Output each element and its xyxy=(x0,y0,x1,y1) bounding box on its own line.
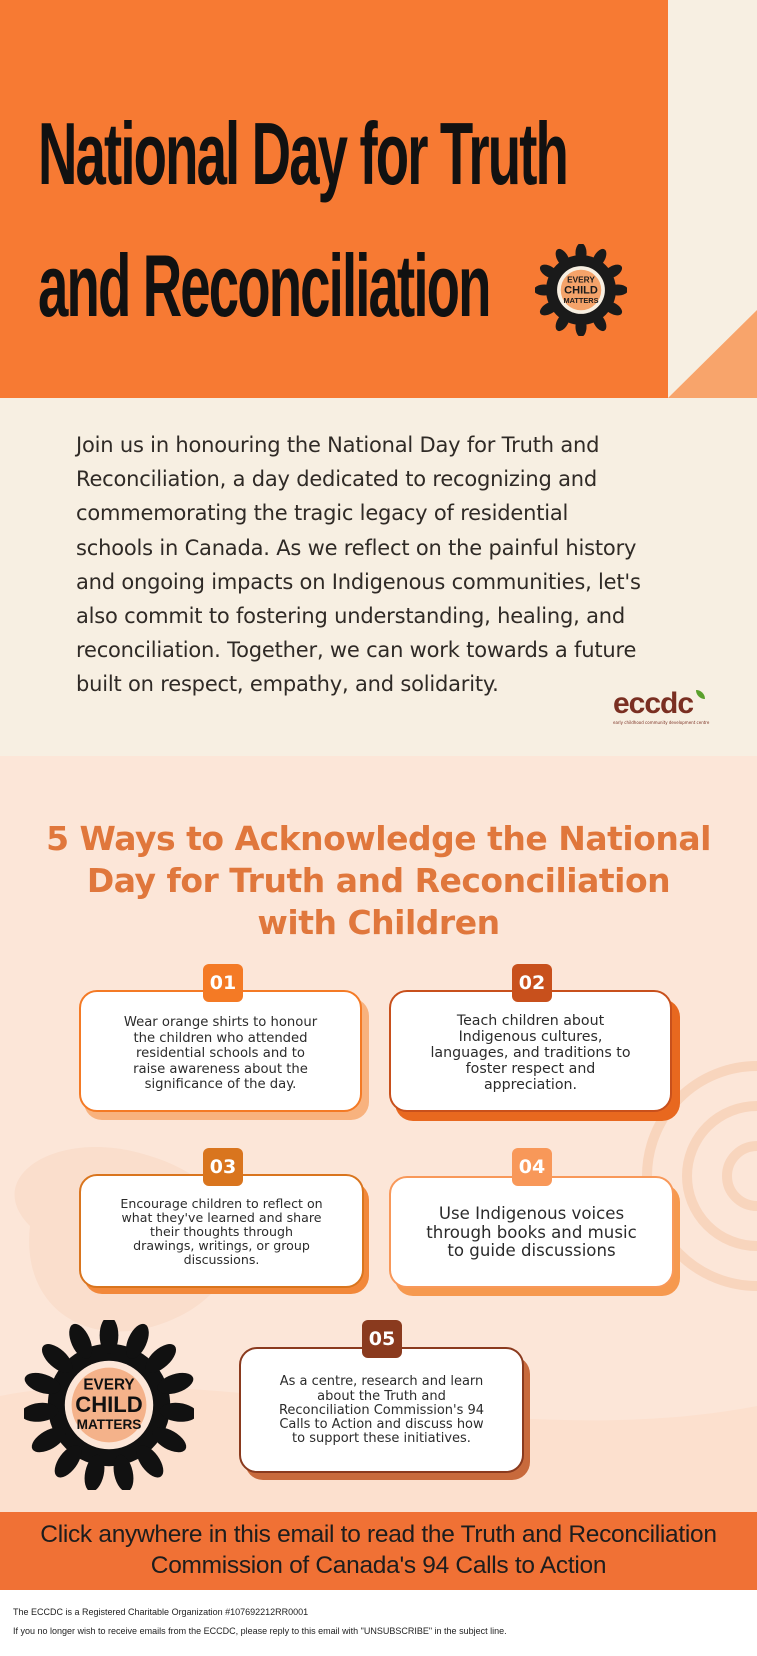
way-number-badge: 04 xyxy=(512,1148,552,1186)
title-line-1: National Day for Truth xyxy=(38,104,567,203)
eccdc-logo xyxy=(613,688,733,732)
badge-word-3: MATTERS xyxy=(563,295,599,305)
way-04-line: through books and music xyxy=(426,1222,637,1242)
badge-large-word-1: EVERY xyxy=(83,1376,135,1394)
intro-section xyxy=(0,398,757,756)
way-02-line: appreciation. xyxy=(483,1077,578,1093)
ways-heading-line: 5 Ways to Acknowledge the National xyxy=(46,819,711,858)
way-card-01 xyxy=(79,990,367,1118)
footer-registration: The ECCDC is a Registered Charitable Organization #107692212RR0001 xyxy=(13,1607,309,1617)
intro-line: reconciliation. Together, we can work towards a future xyxy=(76,638,637,663)
badge-large-word-3: MATTERS xyxy=(76,1416,142,1432)
way-05-line: As a centre, research and learn xyxy=(279,1374,484,1390)
way-02-line: Indigenous cultures, xyxy=(458,1029,603,1045)
way-04-line: Use Indigenous voices xyxy=(438,1204,625,1224)
title-line-2: and Reconciliation xyxy=(38,236,490,335)
intro-line: Join us in honouring the National Day for Truth and xyxy=(76,433,600,457)
way-card-03 xyxy=(79,1174,369,1292)
way-05-line: about the Truth and xyxy=(317,1388,446,1404)
way-03-line: Encourage children to reflect on xyxy=(120,1196,323,1211)
intro-line: schools in Canada. As we reflect on the painful history xyxy=(76,535,637,560)
intro-line: and ongoing impacts on Indigenous communities, let's xyxy=(76,569,641,594)
way-card-04 xyxy=(389,1176,681,1294)
way-01-line: residential schools and to xyxy=(136,1046,305,1062)
footer xyxy=(0,1590,757,1656)
cta-line-2[interactable]: Commission of Canada's 94 Calls to Action xyxy=(150,1552,607,1579)
way-03-line: discussions. xyxy=(183,1252,260,1267)
way-02-line: languages, and traditions to xyxy=(430,1045,631,1061)
every-child-matters-badge-icon xyxy=(535,244,627,336)
way-01-line: Wear orange shirts to honour xyxy=(123,1015,318,1031)
way-number-badge: 03 xyxy=(203,1148,243,1186)
way-number-badge: 05 xyxy=(362,1320,402,1358)
way-03-line: what they've learned and share xyxy=(121,1210,322,1225)
way-05-line: Reconciliation Commission's 94 xyxy=(278,1402,485,1418)
ways-heading-line: with Children xyxy=(257,903,500,942)
cta-text[interactable] xyxy=(10,1519,747,1581)
footer-unsubscribe: If you no longer wish to receive emails from the ECCDC, please reply to this email with "UNSUBSCRIBE" in the subject line. xyxy=(13,1626,507,1636)
ways-heading xyxy=(20,818,737,944)
way-01-line: raise awareness about the xyxy=(133,1061,308,1077)
way-card-02 xyxy=(389,990,679,1120)
way-card-05 xyxy=(239,1347,531,1481)
way-05-line: Calls to Action and discuss how xyxy=(279,1417,484,1433)
way-number-badge: 02 xyxy=(512,964,552,1002)
intro-line: also commit to fostering understanding, healing, and xyxy=(76,604,625,629)
way-03-line: drawings, writings, or group xyxy=(133,1238,310,1253)
intro-line: built on respect, empathy, and solidarity. xyxy=(76,672,499,697)
intro-line: commemorating the tragic legacy of residential xyxy=(76,501,569,526)
intro-paragraph xyxy=(76,428,716,702)
badge-word-1: EVERY xyxy=(567,275,595,285)
intro-line: Reconciliation, a day dedicated to recognizing and xyxy=(76,467,597,492)
way-number-badge: 01 xyxy=(203,964,243,1002)
every-child-matters-large-badge-icon xyxy=(24,1320,194,1490)
page-title xyxy=(38,88,567,352)
way-05-line: to support these initiatives. xyxy=(292,1431,471,1447)
header-banner xyxy=(0,0,757,398)
cta-line-1[interactable]: Click anywhere in this email to read the Truth and Reconciliation xyxy=(40,1521,717,1548)
eccdc-logo-name: eccdc xyxy=(613,687,694,720)
way-02-line: foster respect and xyxy=(465,1061,596,1077)
eccdc-logo-tagline: early childhood community development centre xyxy=(613,720,710,725)
badge-large-word-2: CHILD xyxy=(75,1391,143,1417)
badge-word-2: CHILD xyxy=(564,284,598,297)
way-01-line: significance of the day. xyxy=(144,1077,297,1093)
way-01-line: the children who attended xyxy=(133,1030,308,1046)
calls-to-action-link[interactable] xyxy=(0,1512,757,1590)
way-03-line: their thoughts through xyxy=(150,1224,293,1239)
way-02-line: Teach children about xyxy=(456,1013,605,1029)
ways-heading-line: Day for Truth and Reconciliation xyxy=(86,861,671,900)
way-04-line: to guide discussions xyxy=(447,1241,616,1261)
